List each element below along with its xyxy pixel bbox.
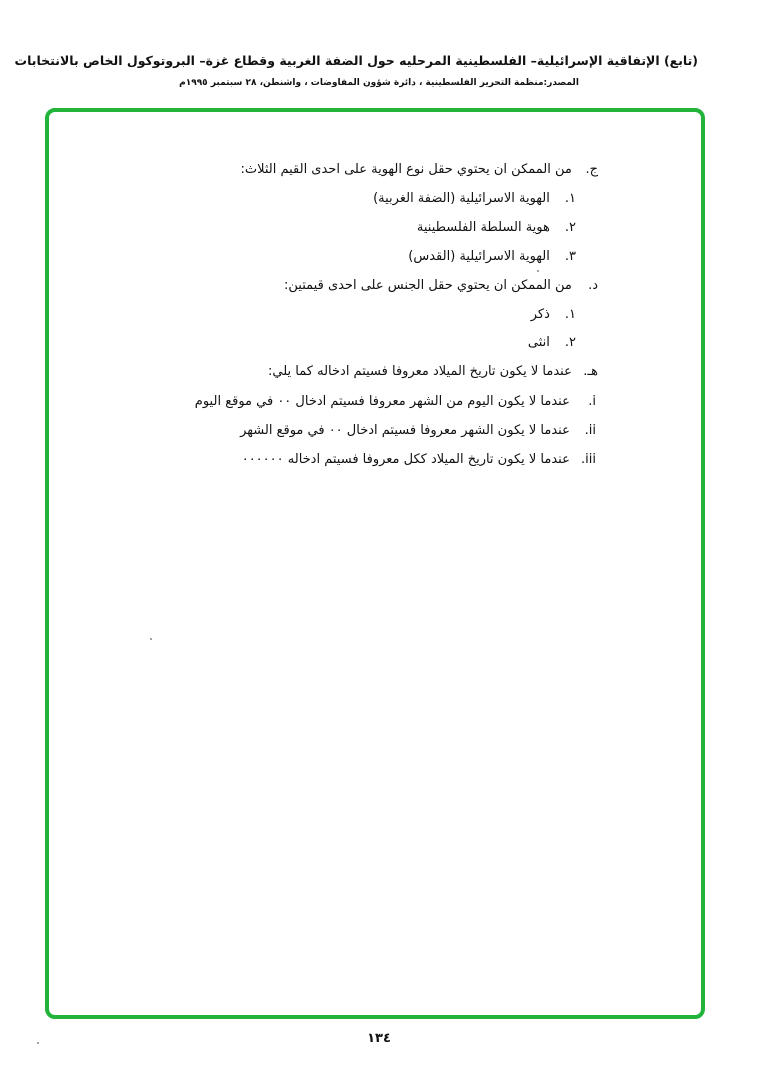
section-text: من الممكن ان يحتوي حقل نوع الهوية على احدى القيم الثلاث: — [240, 162, 572, 177]
item-marker: ii. — [584, 423, 596, 438]
list-item — [373, 189, 576, 209]
item-marker: iii. — [581, 452, 596, 467]
item-text: ذكر — [530, 307, 550, 322]
item-marker: ٢. — [564, 335, 576, 350]
scan-speck — [37, 1042, 39, 1044]
item-text: الهوية الاسرائيلية (القدس) — [408, 249, 550, 264]
section-text: من الممكن ان يحتوي حقل الجنس على احدى قيمتين: — [284, 278, 572, 293]
page-title: (تابع) الإتفاقية الإسرائيلية– الفلسطينية المرحليه حول الضفة الغربية وقطاع غزة– البروتوكول الخاص بالانتخابات — [14, 53, 698, 68]
section-marker: هـ. — [583, 364, 598, 379]
list-item — [408, 247, 576, 267]
section-jeem — [240, 160, 598, 180]
item-text: انثى — [527, 335, 550, 350]
list-item — [417, 218, 576, 238]
scan-speck — [150, 638, 152, 640]
list-item — [531, 305, 576, 325]
item-text: عندما لا يكون الشهر معروفا فسيتم ادخال ٠٠ في موقع الشهر — [240, 423, 570, 438]
item-text: عندما لا يكون تاريخ الميلاد ككل معروفا فسيتم ادخاله ٠٠٠٠٠٠ — [241, 452, 570, 467]
item-text: هوية السلطة الفلسطينية — [416, 220, 550, 235]
source-citation: المصدر:منظمة التحرير الفلسطينية ، دائرة شؤون المفاوضات ، واشنطن، ٢٨ سبتمبر ١٩٩٥م — [179, 78, 579, 88]
item-marker: ١. — [564, 191, 576, 206]
list-item — [240, 421, 596, 441]
item-marker: ١. — [564, 307, 576, 322]
item-marker: ٣. — [564, 249, 576, 264]
list-item — [242, 450, 596, 470]
section-dal — [284, 276, 598, 296]
item-marker: ٢. — [564, 220, 576, 235]
section-ha — [268, 362, 598, 382]
section-marker: ج. — [585, 162, 598, 177]
item-text: عندما لا يكون اليوم من الشهر معروفا فسيتم ادخال ٠٠ في موقع اليوم — [194, 394, 570, 409]
list-item — [528, 333, 576, 353]
item-text: الهوية الاسرائيلية (الضفة الغربية) — [373, 191, 550, 206]
item-marker: i. — [588, 394, 596, 409]
page-number: ١٣٤ — [367, 1031, 391, 1046]
section-text: عندما لا يكون تاريخ الميلاد معروفا فسيتم ادخاله كما يلي: — [268, 364, 572, 379]
section-marker: د. — [588, 278, 598, 293]
scan-speck — [537, 270, 539, 272]
list-item — [195, 392, 596, 412]
content-frame — [45, 108, 705, 1019]
